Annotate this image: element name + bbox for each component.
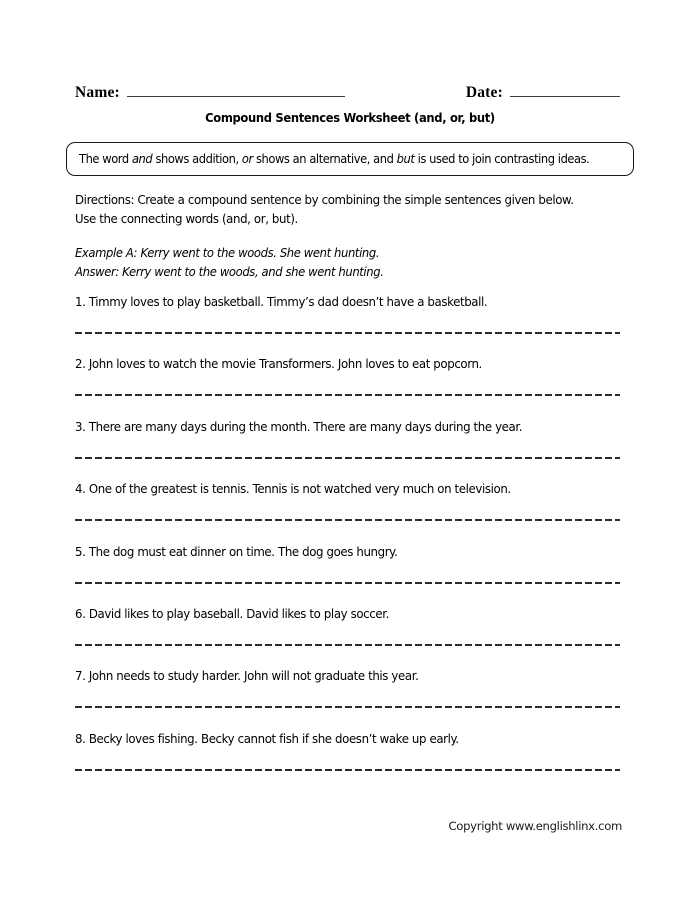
question-item	[75, 606, 623, 668]
name-input-line[interactable]	[127, 84, 345, 97]
rule-segment-6: is used to join contrasting ideas.	[414, 152, 590, 166]
answer-line[interactable]	[75, 644, 620, 646]
page-title: Compound Sentences Worksheet (and, or, but)	[205, 110, 495, 125]
question-item	[75, 668, 623, 730]
name-field-group	[75, 84, 345, 102]
rule-segment-5: but	[396, 152, 415, 166]
question-text: 7. John needs to study harder. John will not graduate this year.	[75, 668, 419, 684]
questions-list	[75, 294, 623, 793]
question-item	[75, 481, 623, 543]
rule-segment-3: or	[241, 152, 253, 166]
rule-segment-4: shows an alternative, and	[252, 152, 397, 166]
name-label: Name:	[75, 84, 120, 101]
header-fields-row	[75, 84, 620, 102]
question-text: 2. John loves to watch the movie Transformers. John loves to eat popcorn.	[75, 356, 482, 372]
answer-line[interactable]	[75, 582, 620, 584]
answer-line[interactable]	[75, 769, 620, 771]
question-item	[75, 544, 623, 606]
question-item	[75, 294, 623, 356]
rule-callout-text	[79, 152, 589, 166]
question-text: 1. Timmy loves to play basketball. Timmy’s dad doesn’t have a basketball.	[75, 294, 488, 309]
question-text: 8. Becky loves fishing. Becky cannot fish if she doesn’t wake up early.	[75, 730, 459, 746]
example-answer: Answer: Kerry went to the woods, and she went hunting.	[75, 265, 384, 279]
rule-segment-1: and	[131, 152, 153, 166]
question-text: 3. There are many days during the month. There are many days during the year.	[75, 418, 523, 434]
date-input-line[interactable]	[510, 84, 620, 97]
date-field-group	[466, 84, 620, 102]
rule-segment-2: shows addition,	[152, 152, 242, 166]
rule-segment-0: The word	[79, 152, 132, 166]
answer-line[interactable]	[75, 706, 620, 708]
example-block	[75, 244, 596, 282]
date-label: Date:	[465, 84, 503, 101]
rule-callout-box	[66, 142, 634, 176]
question-text: 5. The dog must eat dinner on time. The dog goes hungry.	[75, 543, 398, 559]
answer-line[interactable]	[75, 394, 620, 396]
answer-line[interactable]	[75, 332, 620, 334]
answer-line[interactable]	[75, 519, 620, 521]
question-text: 6. David likes to play baseball. David likes to play soccer.	[75, 605, 389, 621]
question-item	[75, 356, 623, 418]
example-prompt: Example A: Kerry went to the woods. She went hunting.	[75, 246, 380, 260]
question-item	[75, 419, 623, 481]
copyright-footer: Copyright www.englishlinx.com	[448, 819, 622, 833]
question-text: 4. One of the greatest is tennis. Tennis is not watched very much on television.	[75, 481, 511, 497]
answer-line[interactable]	[75, 457, 620, 459]
directions-text: Directions: Create a compound sentence by combining the simple sentences given below. Use the connecting words (and, or, but).	[75, 192, 574, 226]
question-item	[75, 731, 623, 793]
